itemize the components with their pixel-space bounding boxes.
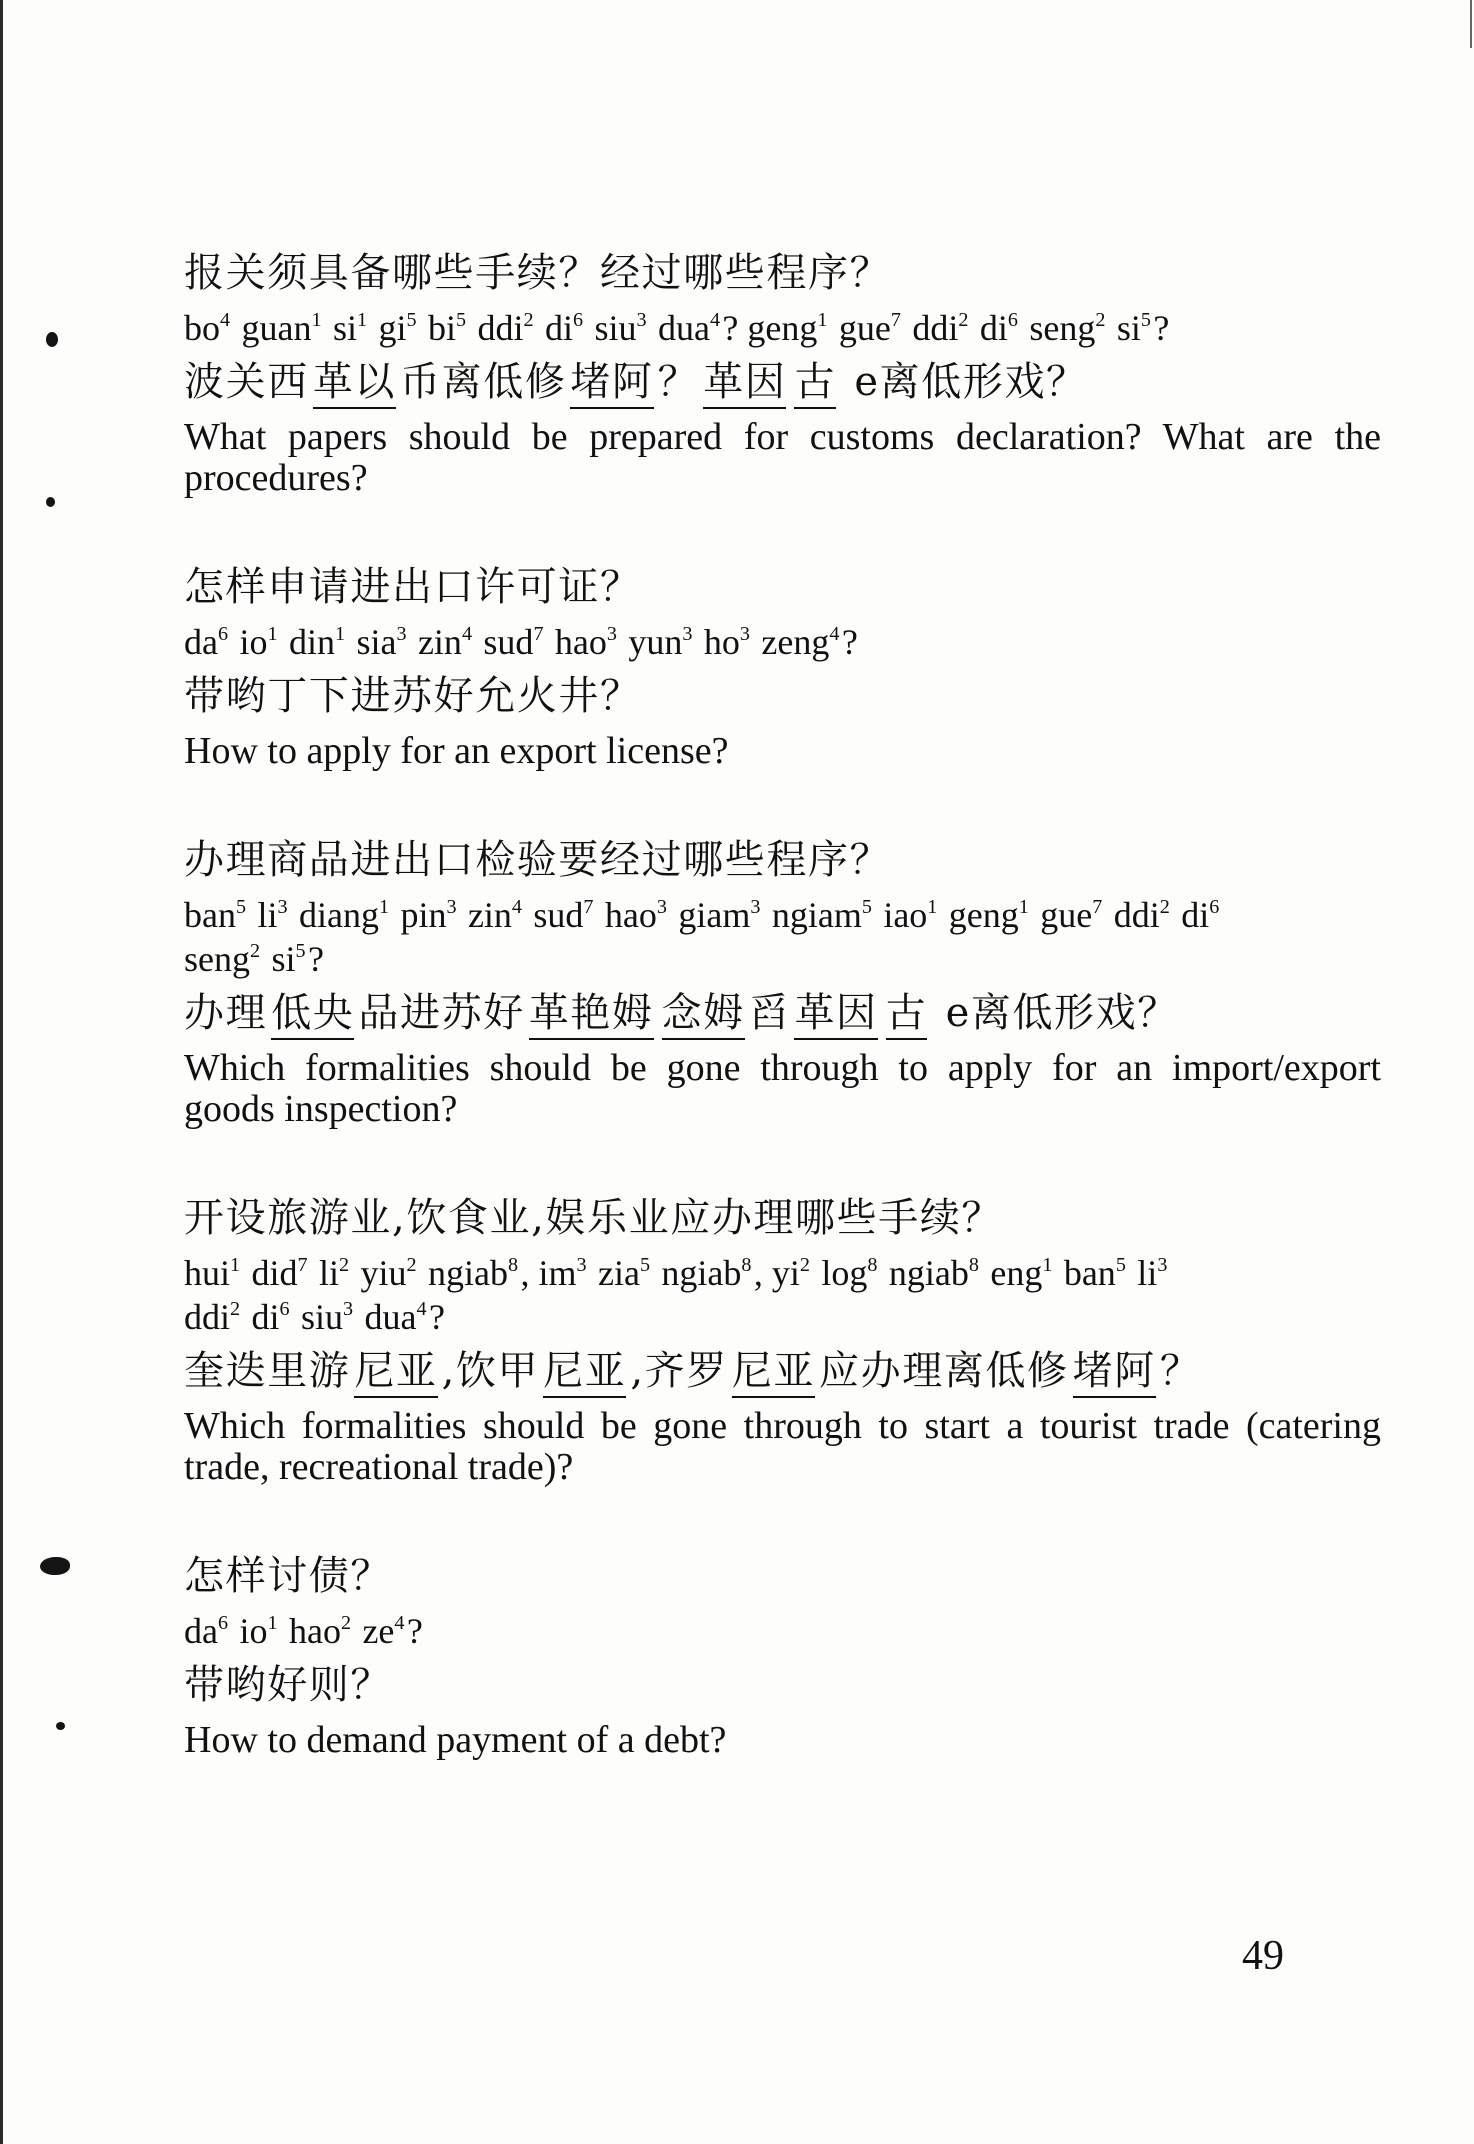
tone-number: 3 — [576, 1254, 587, 1277]
tone-number: 7 — [583, 896, 594, 919]
text-segment: 奎迭里游 — [184, 1348, 351, 1394]
romanization-line: ddi$^2$ $di^6$ siu$^3$ dua$^4$? — [184, 1297, 445, 1337]
tone-number: 1 — [927, 896, 938, 919]
romanization-line: $bo^4$ guan$^1$ $si^1$ $gi^5$ $bi^5$ ddi$^2$ $di^6$ siu$^3$ dua$^4$? geng$^1$ gue$^7$ ddi$^2$ $di^6$ seng$^2$ $si^5$? — [184, 308, 1170, 348]
tone-number: 4 — [709, 309, 721, 332]
english-translation — [184, 417, 1381, 499]
tone-number: 1 — [267, 623, 278, 646]
phrase-entry — [184, 559, 1381, 772]
tone-number: 5 — [1140, 309, 1151, 332]
tone-number: 3 — [606, 623, 617, 646]
romanization-line: hui$^1$ did$^7$ $li^2$ yiu$^2$ ngiab$^8$, $im^3$ zia$^5$ ngiab$^8$, $yi^2$ $\log^8$ ngiab$^8$ eng$^1$ ban$^5$ $li^3$ — [184, 1251, 1381, 1295]
english-line: How to apply for an export license? — [184, 730, 729, 772]
tone-number: 3 — [446, 896, 457, 919]
tone-number: 2 — [339, 1254, 350, 1277]
tone-number: 6 — [1007, 309, 1018, 332]
tone-number: 1 — [311, 309, 322, 332]
romanization — [184, 1604, 1381, 1658]
tone-number: 2 — [958, 309, 969, 332]
tone-number: 3 — [343, 1298, 354, 1321]
tone-number: 1 — [230, 1254, 241, 1277]
english-translation — [184, 1720, 1381, 1761]
english-line: Which formalities should be gone through to start a tourist trade (catering — [184, 1405, 1381, 1447]
tone-number: 2 — [1159, 896, 1170, 919]
homophone-transcription — [184, 986, 1381, 1040]
romanization — [184, 1246, 1381, 1344]
tone-number: 1 — [334, 623, 346, 646]
tone-number: 2 — [799, 1254, 810, 1277]
tone-number: 4 — [416, 1298, 427, 1321]
phrase-entry — [184, 832, 1381, 1130]
scan-speck — [46, 497, 55, 507]
underlined-segment: 尼亚 — [354, 1348, 437, 1398]
english-line: How to demand payment of a debt? — [184, 1719, 727, 1761]
tone-number: 3 — [739, 623, 750, 646]
tone-number: 8 — [741, 1254, 752, 1277]
text-segment: 带哟好则？ — [184, 1662, 392, 1708]
tone-number: 1 — [267, 1612, 278, 1635]
tone-number: 8 — [867, 1254, 878, 1277]
scan-right-edge — [1470, 0, 1472, 48]
homophone-transcription — [184, 1344, 1381, 1398]
text-segment: 波关西 — [184, 359, 309, 405]
underlined-segment: 低央 — [271, 990, 354, 1040]
tone-number: 2 — [406, 1254, 417, 1277]
scan-speck — [56, 1722, 65, 1730]
text-segment: e — [840, 359, 880, 405]
tone-number: 5 — [861, 896, 872, 919]
tone-number: 3 — [277, 896, 288, 919]
underlined-segment: 革因 — [794, 990, 877, 1040]
romanization — [184, 615, 1381, 669]
underlined-segment: 古 — [794, 359, 836, 409]
text-segment: 离低形戏？ — [879, 359, 1088, 405]
romanization-line: ban$^5$ $li^3$ diang$^1$ pin$^3$ zin$^4$ sud$^7$ hao$^3$ giam$^3$ ngiam$^5$ iao$^1$ geng$^1$ gue$^7$ ddi$^2$ $di^6$ — [184, 893, 1381, 937]
underlined-segment: 堵阿 — [1073, 1348, 1156, 1398]
homophone-transcription — [184, 1658, 1381, 1712]
tone-number: 6 — [572, 309, 584, 332]
tone-number: 1 — [378, 896, 390, 919]
scan-left-edge — [0, 0, 3, 2144]
tone-number: 7 — [1092, 896, 1103, 919]
tone-number: 6 — [217, 1612, 229, 1635]
tone-number: 4 — [394, 1612, 405, 1635]
tone-number: 6 — [279, 1298, 290, 1321]
text-segment: 离低形戏？ — [970, 990, 1179, 1036]
romanization — [184, 888, 1381, 986]
tone-number: 3 — [1157, 1254, 1168, 1277]
english-translation — [184, 1406, 1381, 1488]
tone-number: 4 — [511, 896, 522, 919]
tone-number: 2 — [1095, 309, 1106, 332]
tone-number: 5 — [406, 309, 417, 332]
tone-number: 3 — [682, 623, 693, 646]
tone-number: 7 — [297, 1254, 308, 1277]
tone-number: 2 — [340, 1612, 352, 1635]
phrase-list — [184, 245, 1381, 1761]
homophone-transcription — [184, 669, 1381, 723]
tone-number: 6 — [217, 623, 229, 646]
text-segment: ,齐罗 — [630, 1348, 728, 1394]
tone-number: 4 — [829, 623, 840, 646]
romanization-line: $da^6$ $io^1$ hao$^2$ $ze^4$? — [184, 1611, 423, 1651]
text-segment: e — [931, 990, 971, 1036]
english-line: trade, recreational trade)? — [184, 1446, 574, 1488]
tone-number: 4 — [220, 309, 231, 332]
tone-number: 3 — [750, 896, 761, 919]
tone-number: 5 — [639, 1254, 651, 1277]
text-segment: ？ — [657, 359, 700, 405]
tone-number: 3 — [396, 623, 407, 646]
chinese-question: 开设旅游业,饮食业,娱乐业应办理哪些手续？ — [184, 1195, 1004, 1241]
chinese-question: 怎样讨债？ — [184, 1553, 392, 1599]
underlined-segment: 堵阿 — [570, 359, 653, 409]
tone-number: 5 — [235, 896, 247, 919]
scan-speck — [46, 332, 58, 347]
english-line: goods inspection? — [184, 1088, 458, 1130]
tone-number: 1 — [817, 309, 828, 332]
text-segment: ？ — [1159, 1348, 1202, 1394]
chinese-question: 报关须具备哪些手续？经过哪些程序？ — [184, 250, 892, 296]
tone-number: 4 — [461, 623, 473, 646]
tone-number: 2 — [250, 940, 261, 963]
chinese-question: 怎样申请进出口许可证？ — [184, 564, 642, 610]
tone-number: 1 — [356, 309, 368, 332]
text-segment: 币离低修 — [400, 359, 567, 405]
chinese-question: 办理商品进出口检验要经过哪些程序？ — [184, 837, 892, 883]
tone-number: 6 — [1209, 896, 1220, 919]
tone-number: 3 — [656, 896, 667, 919]
tone-number: 1 — [1018, 896, 1029, 919]
homophone-transcription — [184, 355, 1381, 409]
phrase-entry — [184, 1548, 1381, 1761]
english-line: Which formalities should be gone through to apply for an import/export — [184, 1047, 1381, 1089]
english-translation — [184, 731, 1381, 772]
text-segment: 舀 — [748, 990, 791, 1036]
tone-number: 3 — [636, 309, 647, 332]
underlined-segment: 念姆 — [662, 990, 745, 1040]
phrase-entry — [184, 1190, 1381, 1488]
english-translation — [184, 1048, 1381, 1130]
english-line: procedures? — [184, 457, 368, 499]
tone-number: 7 — [890, 309, 901, 332]
tone-number: 5 — [1115, 1254, 1126, 1277]
romanization-line: $da^6$ $io^1$ din$^1$ sia$^3$ zin$^4$ sud$^7$ hao$^3$ yun$^3$ $ho^3$ zeng$^4$? — [184, 622, 858, 662]
underlined-segment: 古 — [886, 990, 928, 1040]
tone-number: 7 — [533, 623, 544, 646]
underlined-segment: 尼亚 — [543, 1348, 626, 1398]
english-line: What papers should be prepared for customs declaration? What are the — [184, 416, 1381, 458]
tone-number: 8 — [507, 1254, 519, 1277]
text-segment: 办理 — [184, 990, 268, 1036]
tone-number: 2 — [230, 1298, 241, 1321]
page-number: 49 — [1242, 1933, 1284, 1979]
text-segment: ,饮甲 — [441, 1348, 540, 1394]
tone-number: 8 — [968, 1254, 979, 1277]
tone-number: 2 — [523, 309, 534, 332]
underlined-segment: 革艳姆 — [529, 990, 654, 1040]
underlined-segment: 革因 — [703, 359, 786, 409]
tone-number: 1 — [1042, 1254, 1053, 1277]
underlined-segment: 尼亚 — [732, 1348, 815, 1398]
tone-number: 5 — [455, 309, 467, 332]
underlined-segment: 革以 — [313, 359, 396, 409]
tone-number: 5 — [295, 940, 306, 963]
romanization-line: seng$^2$ $si^5$? — [184, 939, 324, 979]
scan-speck — [40, 1557, 70, 1575]
romanization — [184, 301, 1381, 355]
text-segment: 带哟丁下进苏好允火井？ — [184, 673, 642, 719]
phrase-entry — [184, 245, 1381, 499]
text-segment: 应办理离低修 — [819, 1348, 1069, 1394]
text-segment: 品进苏好 — [358, 990, 525, 1036]
